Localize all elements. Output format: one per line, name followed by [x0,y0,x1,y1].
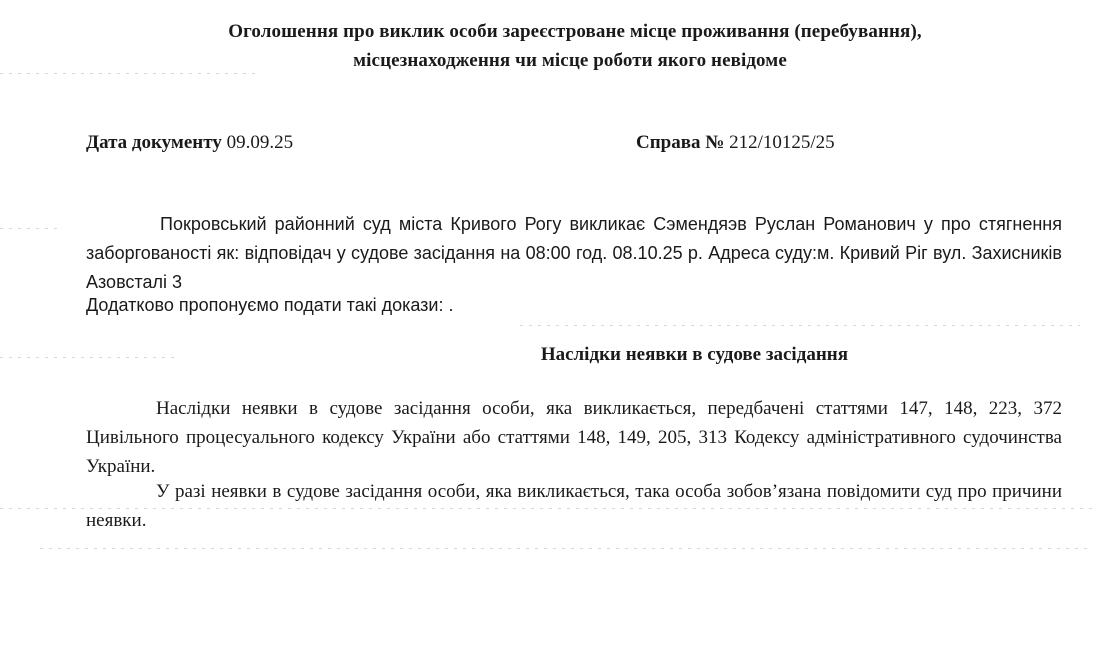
scan-noise [40,548,1090,549]
scan-noise [0,228,60,229]
absence-text: У разі неявки в судове засідання особи, яка викликається, така особа зобов’язана повідомити суд про причини неявки. [86,481,1062,531]
case-number [636,131,835,155]
document-title-line1: Оголошення про виклик особи зареєстроване місце проживання (перебування), [228,21,922,42]
summons-text: Покровський районний суд міста Кривого Рогу викликає Сэмендяэв Руслан Романович у про стягнення заборгованості як: відповідач у судове засідання на 08:00 год. 08.10.25 р. Адреса суду:м. Кривий Ріг вул. Захисників Азовсталі 3 [86,214,1062,292]
scan-noise [520,325,1080,326]
consequences-text: Наслідки неявки в судове засідання особи, яка викликається, передбачені статтями 147, 148, 223, 372 Цивільного процесуального кодексу України або статтями 148, 149, 205, 313 Кодексу адміністративного судочинства України. [86,398,1062,477]
date-value: 09.09.25 [226,132,294,153]
case-value: 212/10125/25 [729,132,835,153]
absence-paragraph [86,477,1062,535]
summons-paragraph [86,210,1062,297]
consequences-heading: Наслідки неявки в судове засідання [540,344,848,365]
consequences-paragraph [86,394,1062,481]
extra-evidence-line: Додатково пропонуємо подати такі докази: . [86,295,454,315]
case-label: Справа № [636,132,725,153]
date-label: Дата документу [86,132,222,153]
document-title-line2: місцезнаходження чи місце роботи якого невідоме [353,50,787,71]
document-date [86,131,293,155]
scan-noise [0,73,260,74]
